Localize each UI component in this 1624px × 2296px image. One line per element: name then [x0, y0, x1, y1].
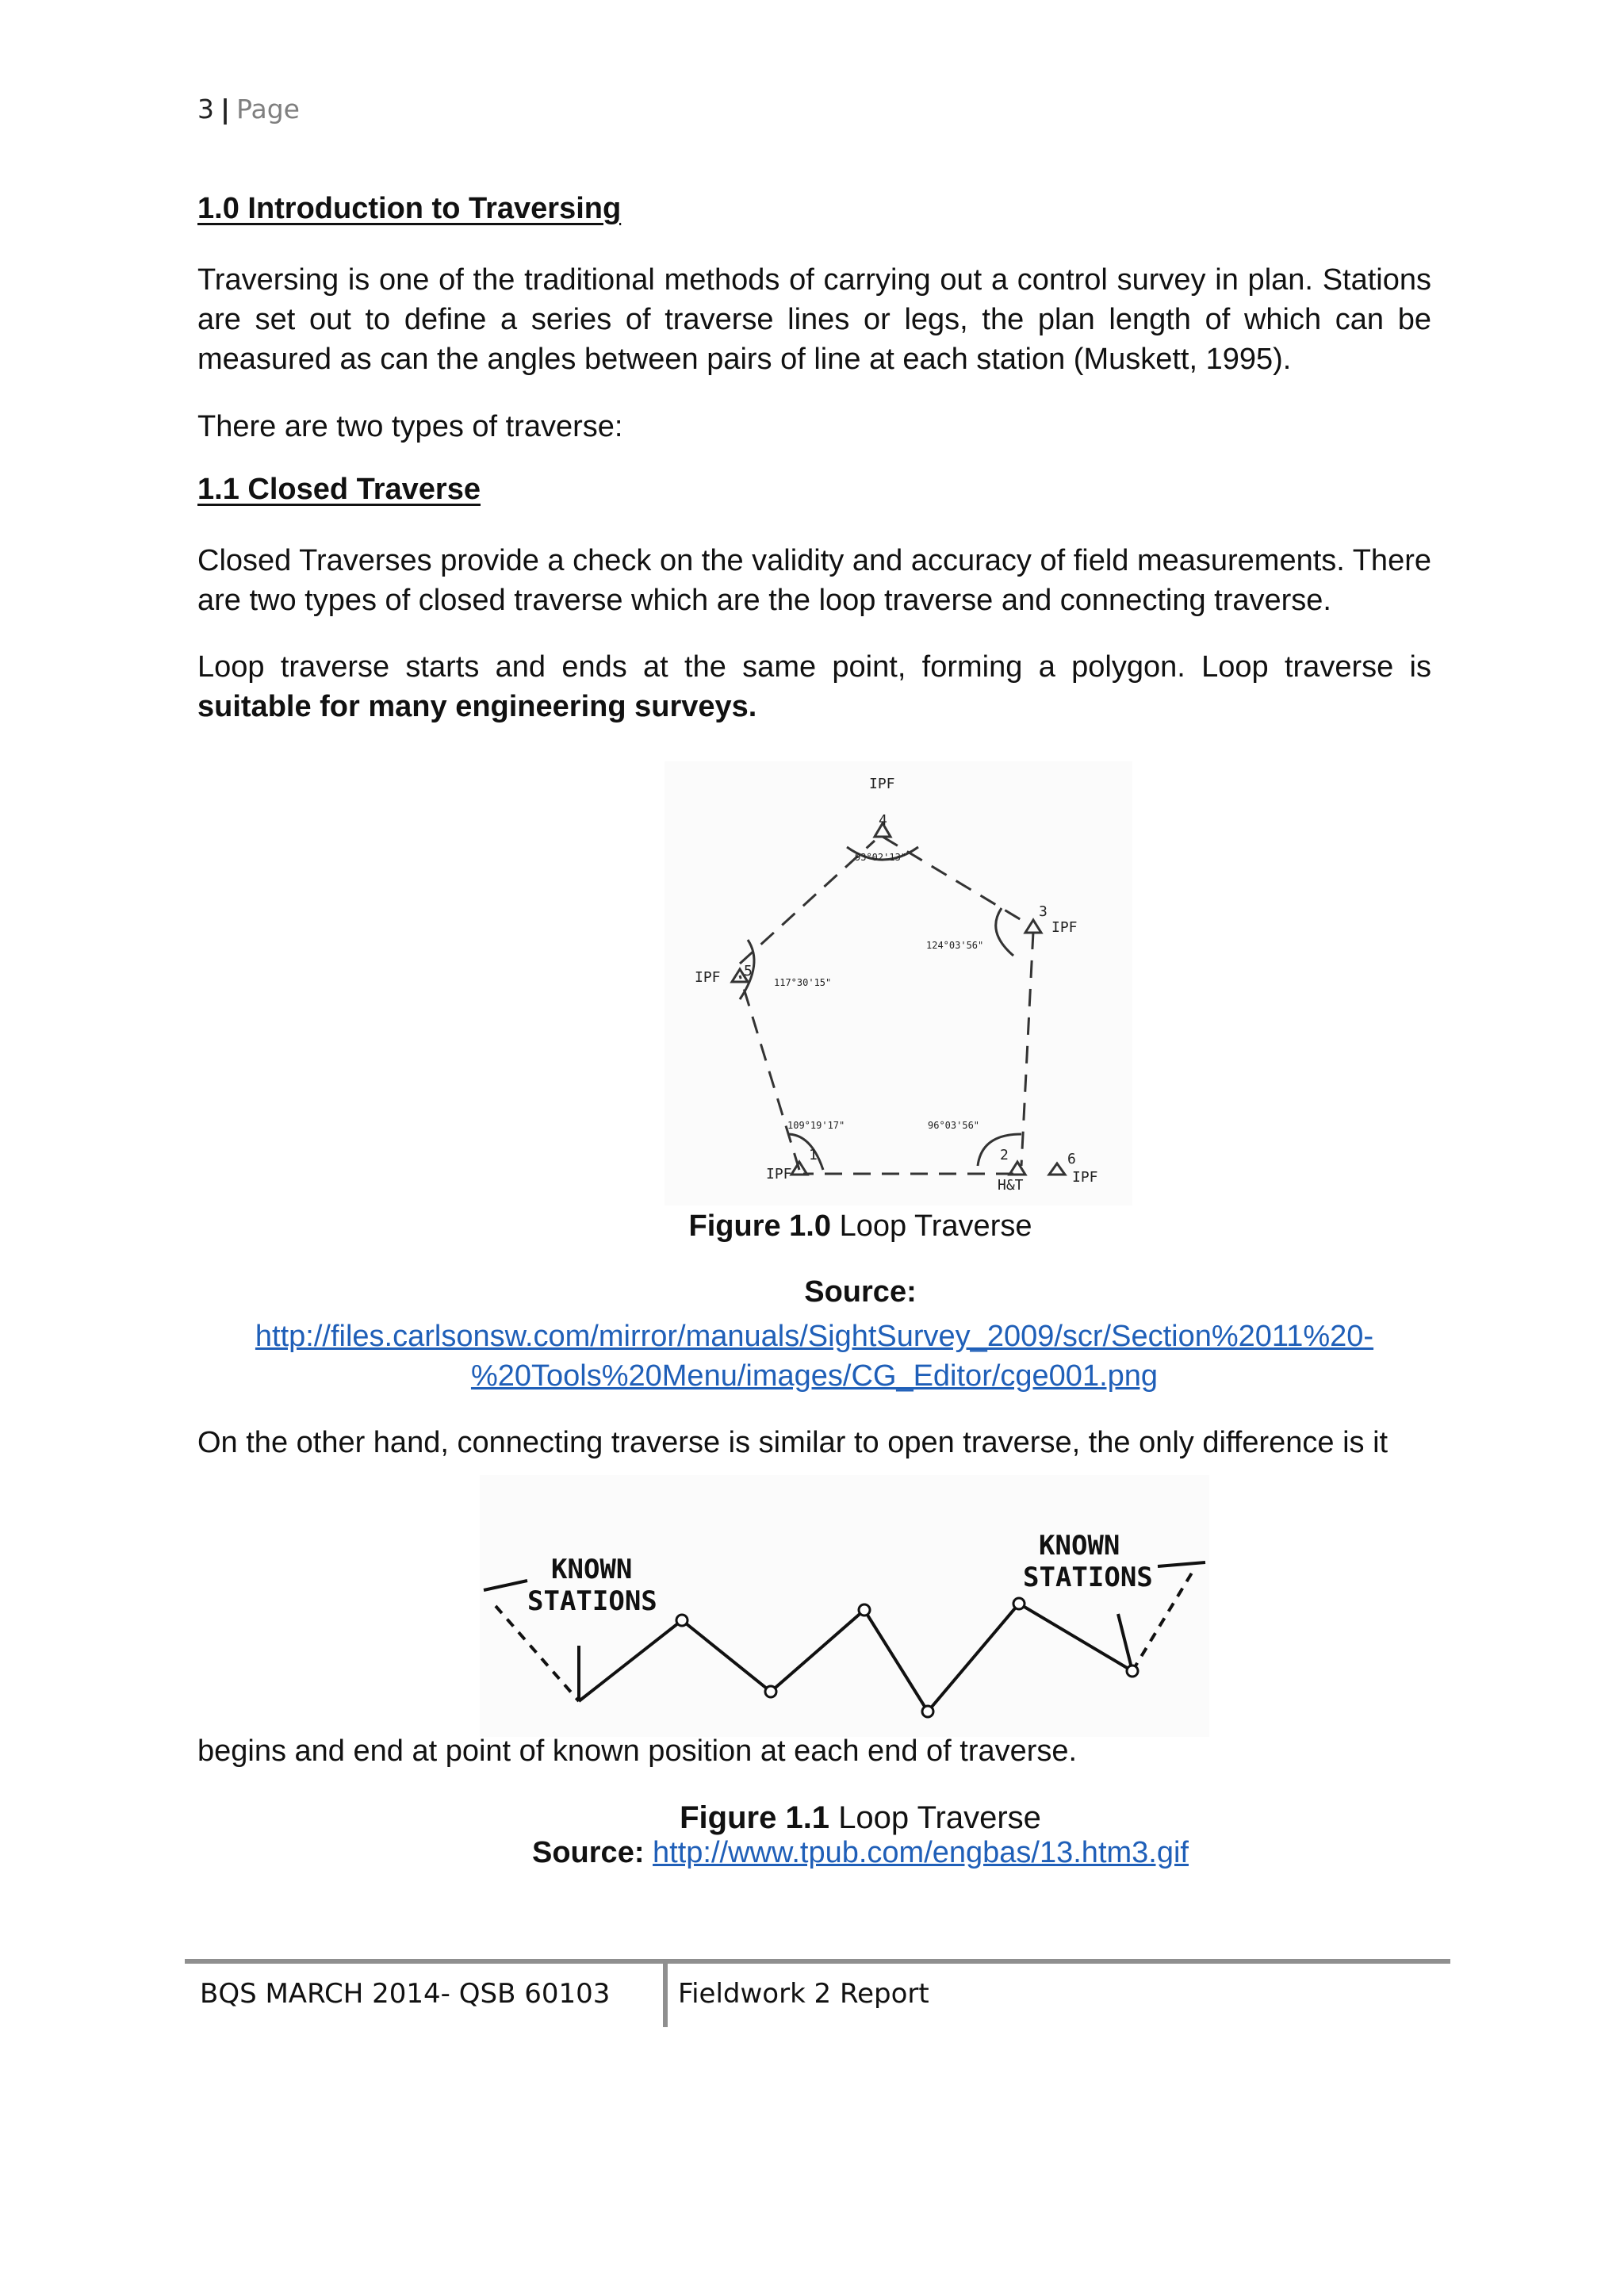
figure-1-1-caption-bold: Figure 1.1 [680, 1800, 830, 1835]
label-ipf-1: IPF [766, 1166, 792, 1182]
left-known-leg-dashed [496, 1606, 579, 1701]
page-label: Page [236, 94, 300, 125]
traverse-station-4 [922, 1706, 933, 1717]
figure-1-1-caption [508, 1800, 1213, 1836]
figure-1-0-caption-text: Loop Traverse [839, 1209, 1032, 1243]
label-station-5: 5 [744, 963, 753, 979]
known-stations-left-line2: STATIONS [527, 1585, 657, 1617]
label-ipf-5: IPF [695, 969, 721, 986]
angle-arc-3 [996, 908, 1013, 956]
section-heading-introduction: 1.0 Introduction to Traversing [197, 192, 622, 225]
loop-traverse-diagram [665, 761, 1132, 1205]
label-angle-4: 93°02'13" [855, 852, 907, 863]
traverse-types-intro: There are two types of traverse: [197, 410, 623, 443]
connecting-traverse-paragraph-end: begins and end at point of known position at each end of traverse. [197, 1734, 1078, 1768]
angle-arc-1 [787, 1134, 823, 1170]
loop-traverse-bold-text: suitable for many engineering surveys. [197, 690, 757, 723]
left-known-arrow [484, 1581, 527, 1590]
intro-paragraph: Traversing is one of the traditional methods of carrying out a control survey in plan. Stations are set out to define a series of traverse lines or legs, the plan length of which can be measured as can the angles between pairs of line at each station (Muskett, 1995). [197, 263, 1431, 376]
known-stations-left-line1: KNOWN [551, 1554, 633, 1585]
station-2-marker [1009, 1162, 1025, 1175]
footer-rule [185, 1959, 1450, 1964]
traverse-station-3 [859, 1604, 870, 1616]
figure-1-0-source-url[interactable] [197, 1317, 1431, 1396]
footer-course: BQS MARCH 2014- QSB 60103 [200, 1978, 611, 2010]
figure-loop-traverse [665, 761, 1132, 1205]
label-angle-5: 117°30'15" [774, 977, 832, 988]
right-known-arrow [1158, 1562, 1205, 1566]
footer-divider [663, 1964, 668, 2027]
label-angle-3: 124°03'56" [926, 940, 984, 951]
figure-1-1-source-label: Source: [532, 1836, 645, 1869]
loop-traverse-paragraph [197, 647, 1431, 726]
label-station-4: 4 [879, 812, 887, 829]
label-station-2: 2 [1000, 1147, 1009, 1163]
traverse-station-5 [1013, 1598, 1025, 1609]
section-heading-closed-traverse: 1.1 Closed Traverse [197, 473, 481, 506]
figure-1-0-source-link-line1[interactable]: http://files.carlsonsw.com/mirror/manuals/SightSurvey_2009/scr/Section%2011%20- [255, 1320, 1374, 1353]
traverse-zigzag [579, 1604, 1132, 1711]
figure-1-0-caption [508, 1209, 1213, 1244]
label-ipf-3: IPF [1051, 919, 1078, 936]
traverse-station-2 [765, 1686, 776, 1697]
traverse-station-1 [676, 1615, 688, 1626]
loop-traverse-text: Loop traverse starts and ends at the same point, forming a polygon. Loop traverse is [197, 650, 1431, 684]
page-number-header [197, 94, 300, 125]
label-ipf-6: IPF [1072, 1169, 1098, 1186]
figure-connecting-traverse [480, 1475, 1209, 1737]
figure-1-0-source-link-line2[interactable]: %20Tools%20Menu/images/CG_Editor/cge001.png [470, 1359, 1159, 1393]
label-station-3: 3 [1039, 903, 1048, 920]
connecting-traverse-diagram [480, 1475, 1209, 1737]
label-ipf-4: IPF [869, 776, 895, 792]
station-3-marker [1025, 920, 1041, 933]
leg-1-5 [740, 976, 799, 1170]
footer-report-title: Fieldwork 2 Report [678, 1978, 929, 2010]
figure-1-1-source [428, 1836, 1293, 1870]
figure-1-1-source-link[interactable]: http://www.tpub.com/engbas/13.htm3.gif [653, 1836, 1189, 1869]
figure-1-0-caption-bold: Figure 1.0 [688, 1209, 831, 1243]
leg-3-2 [1021, 932, 1033, 1166]
figure-1-1-caption-text: Loop Traverse [838, 1800, 1041, 1835]
label-hat: H&T [998, 1177, 1024, 1194]
figure-1-0-source-label: Source: [804, 1275, 917, 1309]
station-6-marker [1049, 1163, 1065, 1175]
page-number: 3 [197, 94, 214, 125]
label-angle-2: 96°03'56" [928, 1120, 980, 1131]
traverse-station-6 [1127, 1665, 1138, 1677]
label-station-6: 6 [1067, 1151, 1076, 1167]
closed-traverse-paragraph: Closed Traverses provide a check on the validity and accuracy of field measurements. There are two types of closed traverse which are the loop traverse and connecting traverse. [197, 544, 1431, 617]
connecting-traverse-paragraph-start: On the other hand, connecting traverse is similar to open traverse, the only difference is it [197, 1426, 1388, 1459]
known-stations-right-line1: KNOWN [1039, 1530, 1120, 1562]
label-station-1: 1 [809, 1147, 818, 1163]
label-angle-1: 109°19'17" [787, 1120, 845, 1131]
page-separator: | [220, 94, 231, 125]
known-stations-right-line2: STATIONS [1023, 1562, 1153, 1593]
